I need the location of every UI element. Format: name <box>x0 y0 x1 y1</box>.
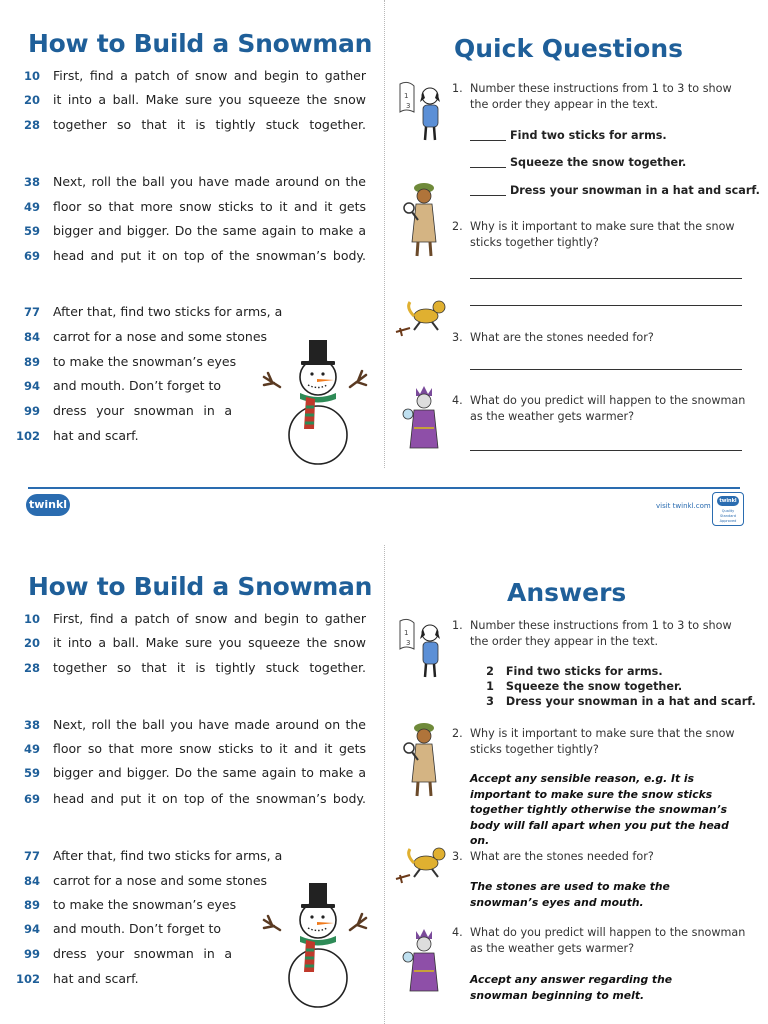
twinkl-logo[interactable]: twinkl <box>26 494 70 516</box>
line-text: hat and scarf. <box>53 428 139 443</box>
word-count: 89 <box>23 355 40 369</box>
word-count: 94 <box>23 379 40 393</box>
line-text: dress your snowman in a <box>53 946 232 961</box>
answer-order-item <box>478 680 682 693</box>
line-text: together so that it is tightly stuck together. <box>53 117 366 132</box>
word-count: 77 <box>23 849 40 863</box>
answer-blank[interactable] <box>470 195 506 196</box>
word-count: 28 <box>23 118 40 132</box>
word-count: 99 <box>23 404 40 418</box>
word-count: 94 <box>23 922 40 936</box>
answer-blank[interactable] <box>470 167 506 168</box>
line-text: head and put it on top of the snowman’s body. <box>53 791 366 806</box>
running-cat-icon <box>392 294 448 340</box>
line-text: to make the snowman’s eyes <box>53 897 237 912</box>
word-count: 69 <box>23 792 40 806</box>
word-count: 49 <box>23 742 40 756</box>
word-count: 102 <box>15 972 40 986</box>
answer-4: Accept any answer regarding the snowman beginning to melt. <box>470 973 673 1002</box>
running-cat-icon <box>392 841 448 887</box>
answer-blank[interactable] <box>470 140 506 141</box>
passage-title: How to Build a Snowman <box>28 29 373 58</box>
answer-3: The stones are used to make the snowman’s eyes and mouth. <box>470 880 670 909</box>
word-count: 99 <box>23 947 40 961</box>
page-footer <box>0 482 768 522</box>
order-item-text: Squeeze the snow together. <box>505 680 683 693</box>
footer-rule <box>28 487 740 489</box>
visit-link[interactable]: visit twinkl.com <box>656 502 711 510</box>
answer-order-item <box>478 665 663 678</box>
answer-order-item <box>478 695 756 708</box>
detective-dog-icon <box>400 180 440 260</box>
passage-title: How to Build a Snowman <box>28 572 373 601</box>
order-item-text: Find two sticks for arms. <box>505 665 663 678</box>
line-text: to make the snowman’s eyes <box>53 354 237 369</box>
worksheet-answers <box>0 545 768 1024</box>
word-count: 89 <box>23 898 40 912</box>
answer-line[interactable] <box>470 450 742 451</box>
word-count: 59 <box>23 766 40 780</box>
dog-with-sign-icon <box>396 615 444 683</box>
word-count: 28 <box>23 661 40 675</box>
svg-text:1: 1 <box>404 629 409 637</box>
word-count: 20 <box>23 636 40 650</box>
badge-text: Quality Standard Approved <box>719 509 737 523</box>
line-text: carrot for a nose and some stones <box>53 329 268 344</box>
queen-cat-icon <box>402 384 442 452</box>
column-divider <box>384 0 385 468</box>
line-text: After that, find two sticks for arms, a <box>53 848 283 863</box>
order-number: 2 <box>486 665 494 678</box>
worksheet-questions <box>0 0 768 470</box>
badge-logo: twinkl <box>717 496 739 506</box>
line-text: Next, roll the ball you have made around on the <box>53 717 366 732</box>
line-text: After that, find two sticks for arms, a <box>53 304 283 319</box>
word-count: 10 <box>23 69 40 83</box>
line-text: Next, roll the ball you have made around on the <box>53 174 366 189</box>
question-number: 2. <box>452 220 463 233</box>
questions-title: Quick Questions <box>454 34 684 63</box>
question-text: Why is it important to make sure that the snow sticks together tightly? <box>470 220 735 249</box>
order-item-text: Squeeze the snow together. <box>510 156 687 169</box>
question-number: 4. <box>452 394 463 407</box>
answer-2: Accept any sensible reason, e.g. It is important to make sure the snow sticks together tightly otherwise the snowman’s body will fall apart when you put the head on. <box>470 772 729 847</box>
answer-line[interactable] <box>470 278 742 279</box>
word-count: 84 <box>23 874 40 888</box>
line-text: First, find a patch of snow and begin to gather <box>53 611 366 626</box>
question-text: What do you predict will happen to the snowman as the weather gets warmer? <box>470 926 746 955</box>
line-text: it into a ball. Make sure you squeeze the snow <box>53 92 366 107</box>
word-count: 69 <box>23 249 40 263</box>
line-text: bigger and bigger. Do the same again to make a <box>53 765 366 780</box>
question-number: 4. <box>452 926 463 939</box>
line-text: carrot for a nose and some stones <box>53 873 268 888</box>
line-text: First, find a patch of snow and begin to gather <box>53 68 366 83</box>
word-count: 102 <box>15 429 40 443</box>
line-text: hat and scarf. <box>53 971 139 986</box>
question-text: What are the stones needed for? <box>470 331 654 344</box>
question-number: 1. <box>452 619 463 632</box>
word-count: 38 <box>23 175 40 189</box>
dog-with-sign-icon <box>396 78 444 146</box>
question-text: What do you predict will happen to the snowman as the weather gets warmer? <box>470 394 746 423</box>
snowman-icon <box>262 878 368 1010</box>
detective-dog-icon <box>400 720 440 800</box>
order-number: 1 <box>486 680 494 693</box>
svg-text:1: 1 <box>404 92 409 100</box>
word-count: 59 <box>23 224 40 238</box>
order-item-text: Dress your snowman in a hat and scarf. <box>510 184 760 197</box>
word-count: 77 <box>23 305 40 319</box>
word-count: 38 <box>23 718 40 732</box>
svg-text:3: 3 <box>406 639 411 647</box>
question-number: 3. <box>452 850 463 863</box>
order-number: 3 <box>486 695 494 708</box>
question-text: Why is it important to make sure that the snow sticks together tightly? <box>470 727 735 756</box>
snowman-icon <box>262 335 368 467</box>
order-item <box>470 184 760 197</box>
order-item <box>470 156 686 169</box>
question-number: 1. <box>452 82 463 95</box>
line-text: dress your snowman in a <box>53 403 232 418</box>
order-item-text: Dress your snowman in a hat and scarf. <box>505 695 756 708</box>
line-text: and mouth. Don’t forget to <box>53 921 222 936</box>
order-item <box>470 129 667 142</box>
column-divider <box>384 545 385 1024</box>
line-text: bigger and bigger. Do the same again to make a <box>53 223 366 238</box>
line-text: and mouth. Don’t forget to <box>53 378 222 393</box>
line-text: head and put it on top of the snowman’s body. <box>53 248 366 263</box>
question-text: What are the stones needed for? <box>470 850 654 863</box>
line-text: floor so that more snow sticks to it and it gets <box>53 199 366 214</box>
queen-cat-icon <box>402 927 442 995</box>
line-text: together so that it is tightly stuck together. <box>53 660 366 675</box>
word-count: 84 <box>23 330 40 344</box>
question-number: 3. <box>452 331 463 344</box>
answers-title: Answers <box>507 578 627 607</box>
question-number: 2. <box>452 727 463 740</box>
question-text: Number these instructions from 1 to 3 to show the order they appear in the text. <box>470 82 732 111</box>
answer-line[interactable] <box>470 369 742 370</box>
quality-badge <box>712 492 744 526</box>
question-text: Number these instructions from 1 to 3 to show the order they appear in the text. <box>470 619 732 648</box>
svg-text:3: 3 <box>406 102 411 110</box>
word-count: 49 <box>23 200 40 214</box>
order-item-text: Find two sticks for arms. <box>510 129 667 142</box>
line-text: floor so that more snow sticks to it and it gets <box>53 741 366 756</box>
word-count: 10 <box>23 612 40 626</box>
answer-line[interactable] <box>470 305 742 306</box>
line-text: it into a ball. Make sure you squeeze the snow <box>53 635 366 650</box>
word-count: 20 <box>23 93 40 107</box>
